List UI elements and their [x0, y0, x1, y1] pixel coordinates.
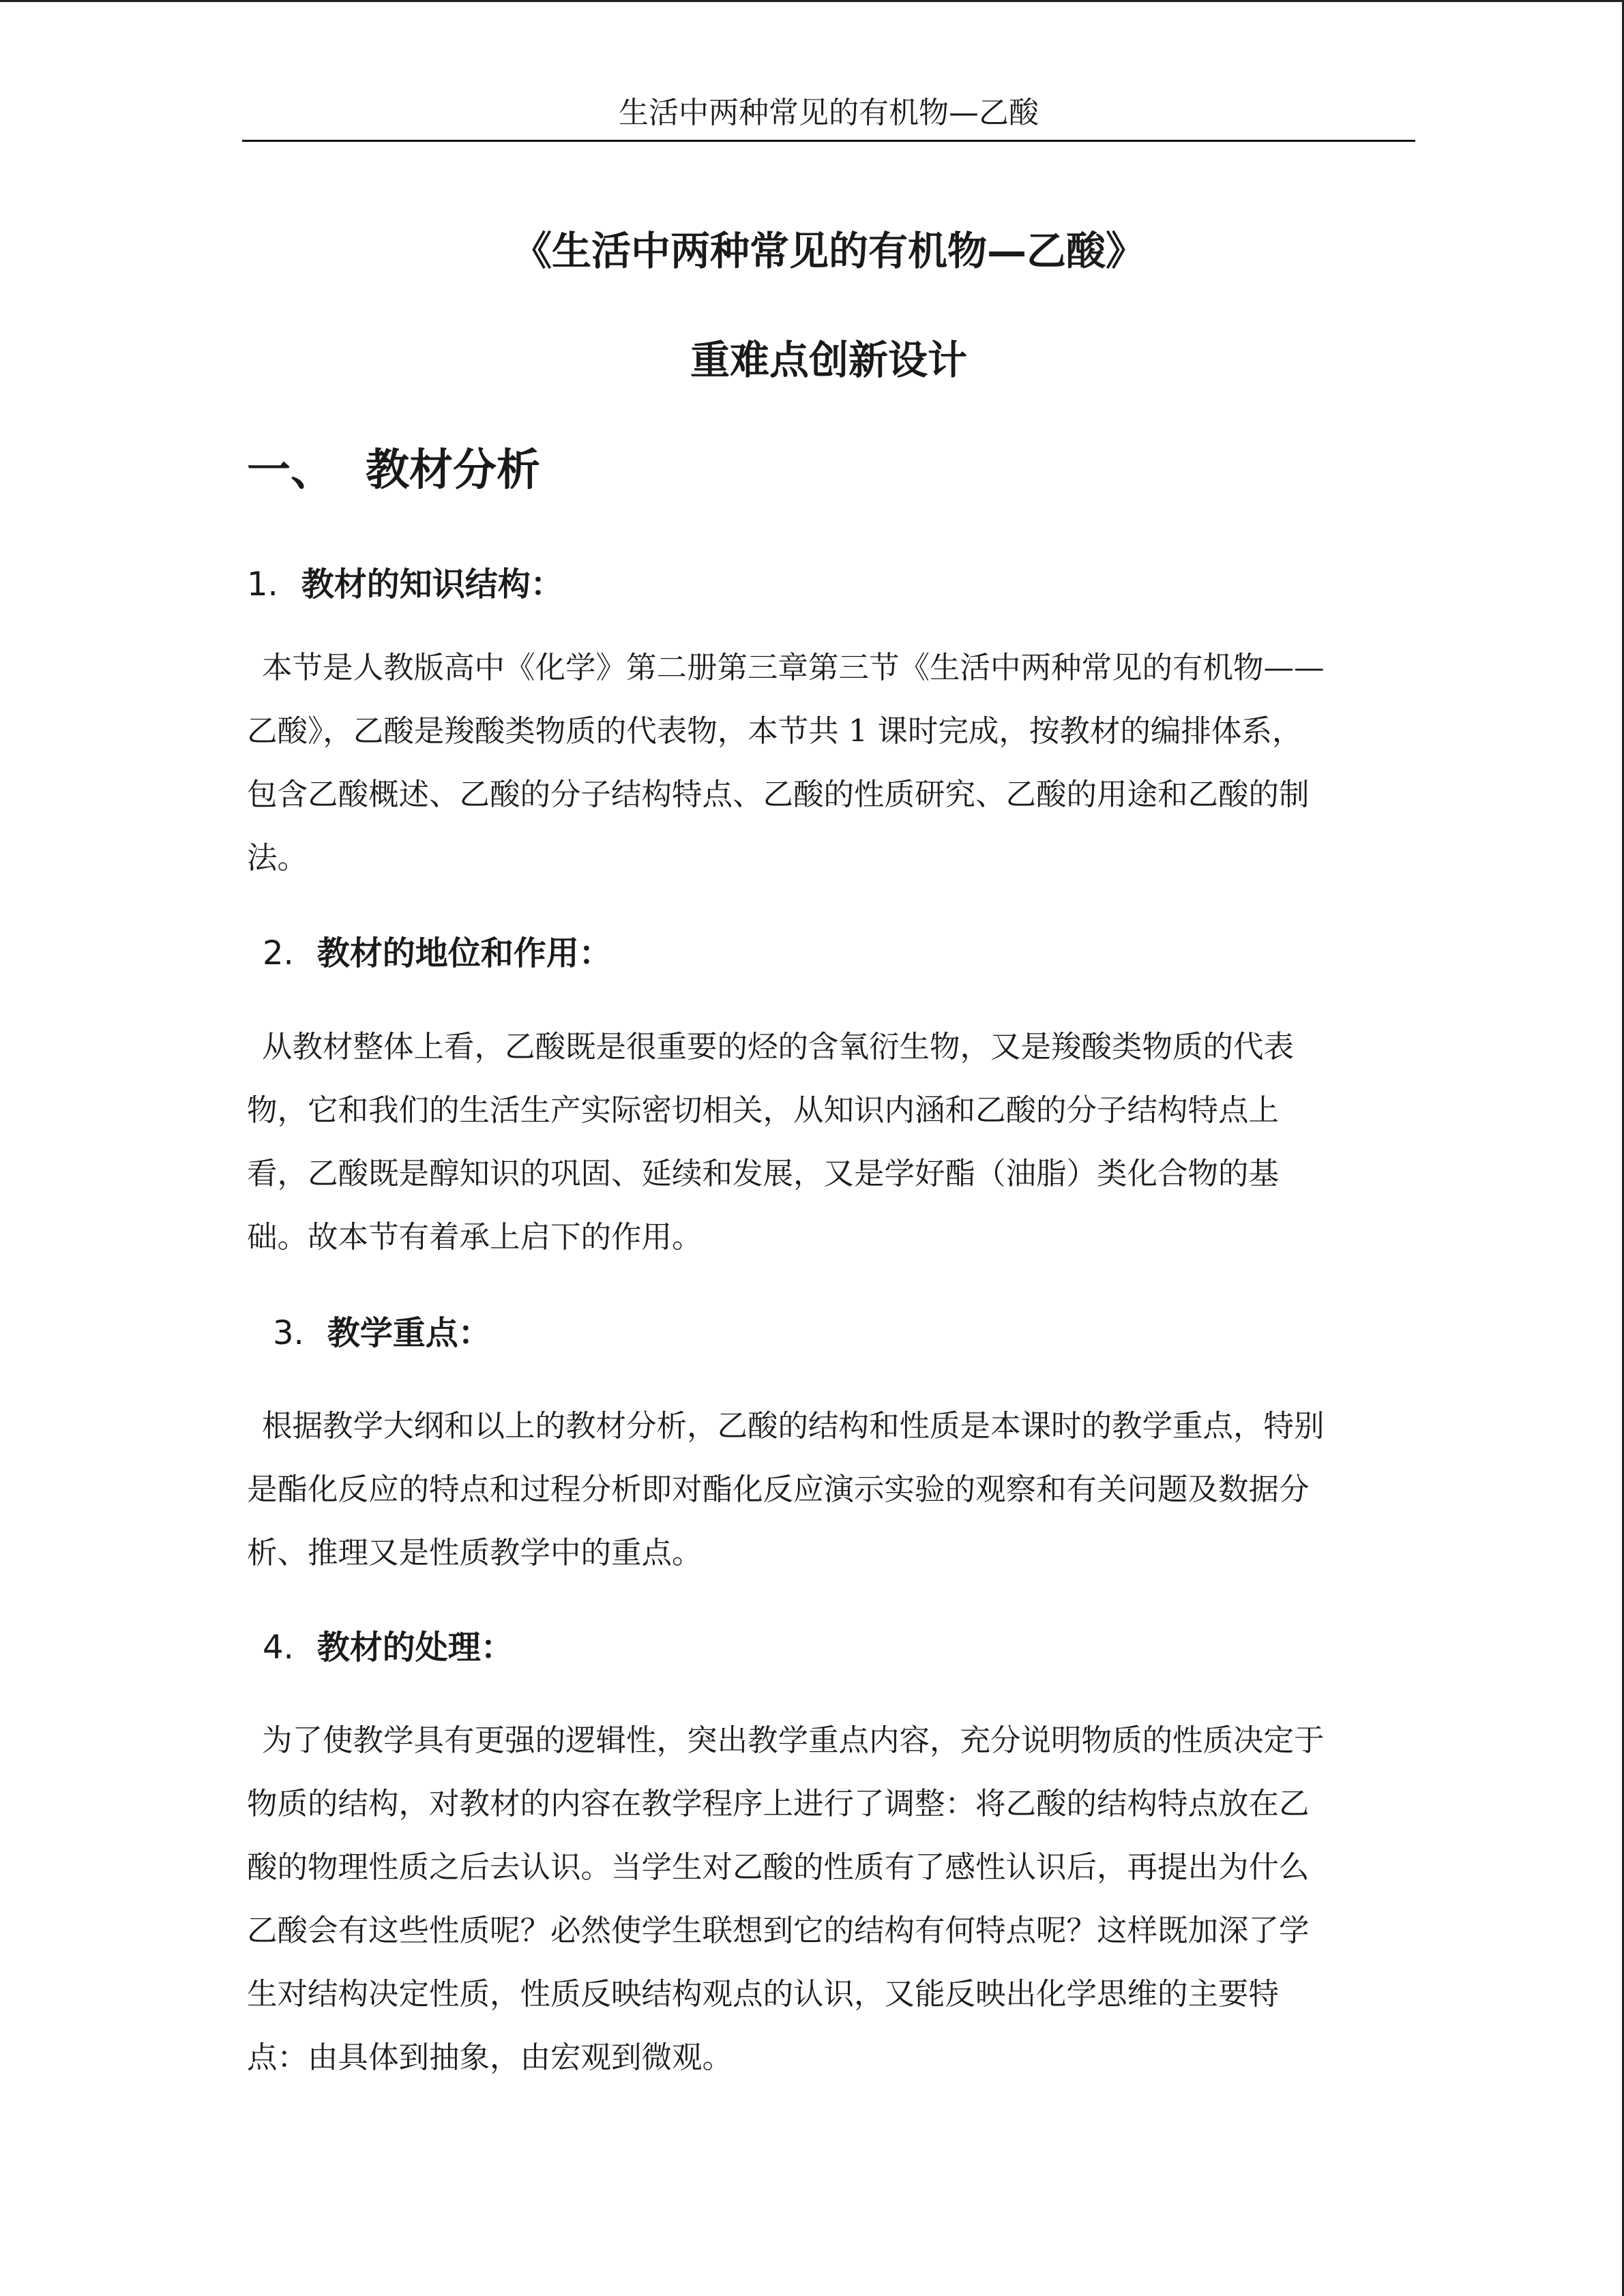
paragraph-line: 乙酸会有这些性质呢？必然使学生联想到它的结构有何特点呢？这样既加深了学 — [247, 1913, 1310, 1948]
paragraph-line: 生对结构决定性质，性质反映结构观点的认识，又能反映出化学思维的主要特 — [247, 1977, 1280, 2012]
subsection-number: 2. — [263, 934, 294, 972]
paragraph-line: 物质的结构，对教材的内容在教学程序上进行了调整：将乙酸的结构特点放在乙 — [247, 1787, 1310, 1821]
subsection-number: 1. — [247, 565, 278, 603]
running-header: 生活中两种常见的有机物—乙酸 — [619, 95, 1039, 130]
paragraph-status-role — [247, 1015, 1413, 1269]
subsection-heading-1 — [247, 561, 563, 608]
paragraph-line: 本节是人教版高中《化学》第二册第三章第三节《生活中两种常见的有机物—— — [262, 651, 1325, 685]
paragraph-material-handling — [247, 1709, 1413, 2089]
section-title: 教材分析 — [366, 445, 540, 496]
subsection-title: 教学重点： — [327, 1314, 491, 1352]
page-border-top — [0, 0, 1624, 2]
paragraph-line: 法。 — [247, 841, 308, 876]
paragraph-line: 乙酸》，乙酸是羧酸类物质的代表物，本节共 1 课时完成，按教材的编排体系， — [247, 714, 1303, 749]
subsection-heading-3 — [273, 1309, 491, 1357]
paragraph-line: 从教材整体上看，乙酸既是很重要的烃的含氧衍生物，又是羧酸类物质的代表 — [262, 1030, 1295, 1064]
paragraph-line: 看，乙酸既是醇知识的巩固、延续和发展，又是学好酯（油脂）类化合物的基 — [247, 1157, 1280, 1191]
paragraph-line: 酸的物理性质之后去认识。当学生对乙酸的性质有了感性认识后，再提出为什么 — [247, 1850, 1310, 1885]
paragraph-line: 为了使教学具有更强的逻辑性，突出教学重点内容，充分说明物质的性质决定于 — [262, 1723, 1325, 1758]
paragraph-line: 包含乙酸概述、乙酸的分子结构特点、乙酸的性质研究、乙酸的用途和乙酸的制 — [247, 777, 1310, 812]
section-number: 一、 — [247, 445, 334, 496]
paragraph-line: 物，它和我们的生活生产实际密切相关，从知识内涵和乙酸的分子结构特点上 — [247, 1093, 1280, 1128]
paragraph-line: 点：由具体到抽象，由宏观到微观。 — [247, 2040, 733, 2075]
paragraph-line: 析、推理又是性质教学中的重点。 — [247, 1536, 703, 1570]
subsection-number: 3. — [273, 1314, 304, 1352]
subsection-title: 教材的处理： — [316, 1628, 514, 1667]
subsection-heading-2 — [263, 929, 612, 977]
header-rule — [242, 140, 1415, 142]
paragraph-knowledge-structure — [247, 636, 1413, 890]
document-subtitle: 重难点创新设计 — [690, 337, 967, 383]
paragraph-teaching-focus — [247, 1395, 1413, 1585]
subsection-title: 教材的地位和作用： — [316, 934, 612, 972]
paragraph-line: 根据教学大纲和以上的教材分析，乙酸的结构和性质是本课时的教学重点，特别 — [262, 1409, 1325, 1444]
subsection-number: 4. — [263, 1628, 294, 1667]
section-heading — [247, 443, 540, 498]
subsection-heading-4 — [263, 1624, 514, 1671]
subsection-title: 教材的知识结构： — [301, 565, 563, 603]
paragraph-line: 是酯化反应的特点和过程分析即对酯化反应演示实验的观察和有关问题及数据分 — [247, 1472, 1310, 1507]
document-title: 《生活中两种常见的有机物—乙酸》 — [512, 228, 1145, 274]
paragraph-line: 础。故本节有着承上启下的作用。 — [247, 1220, 703, 1255]
